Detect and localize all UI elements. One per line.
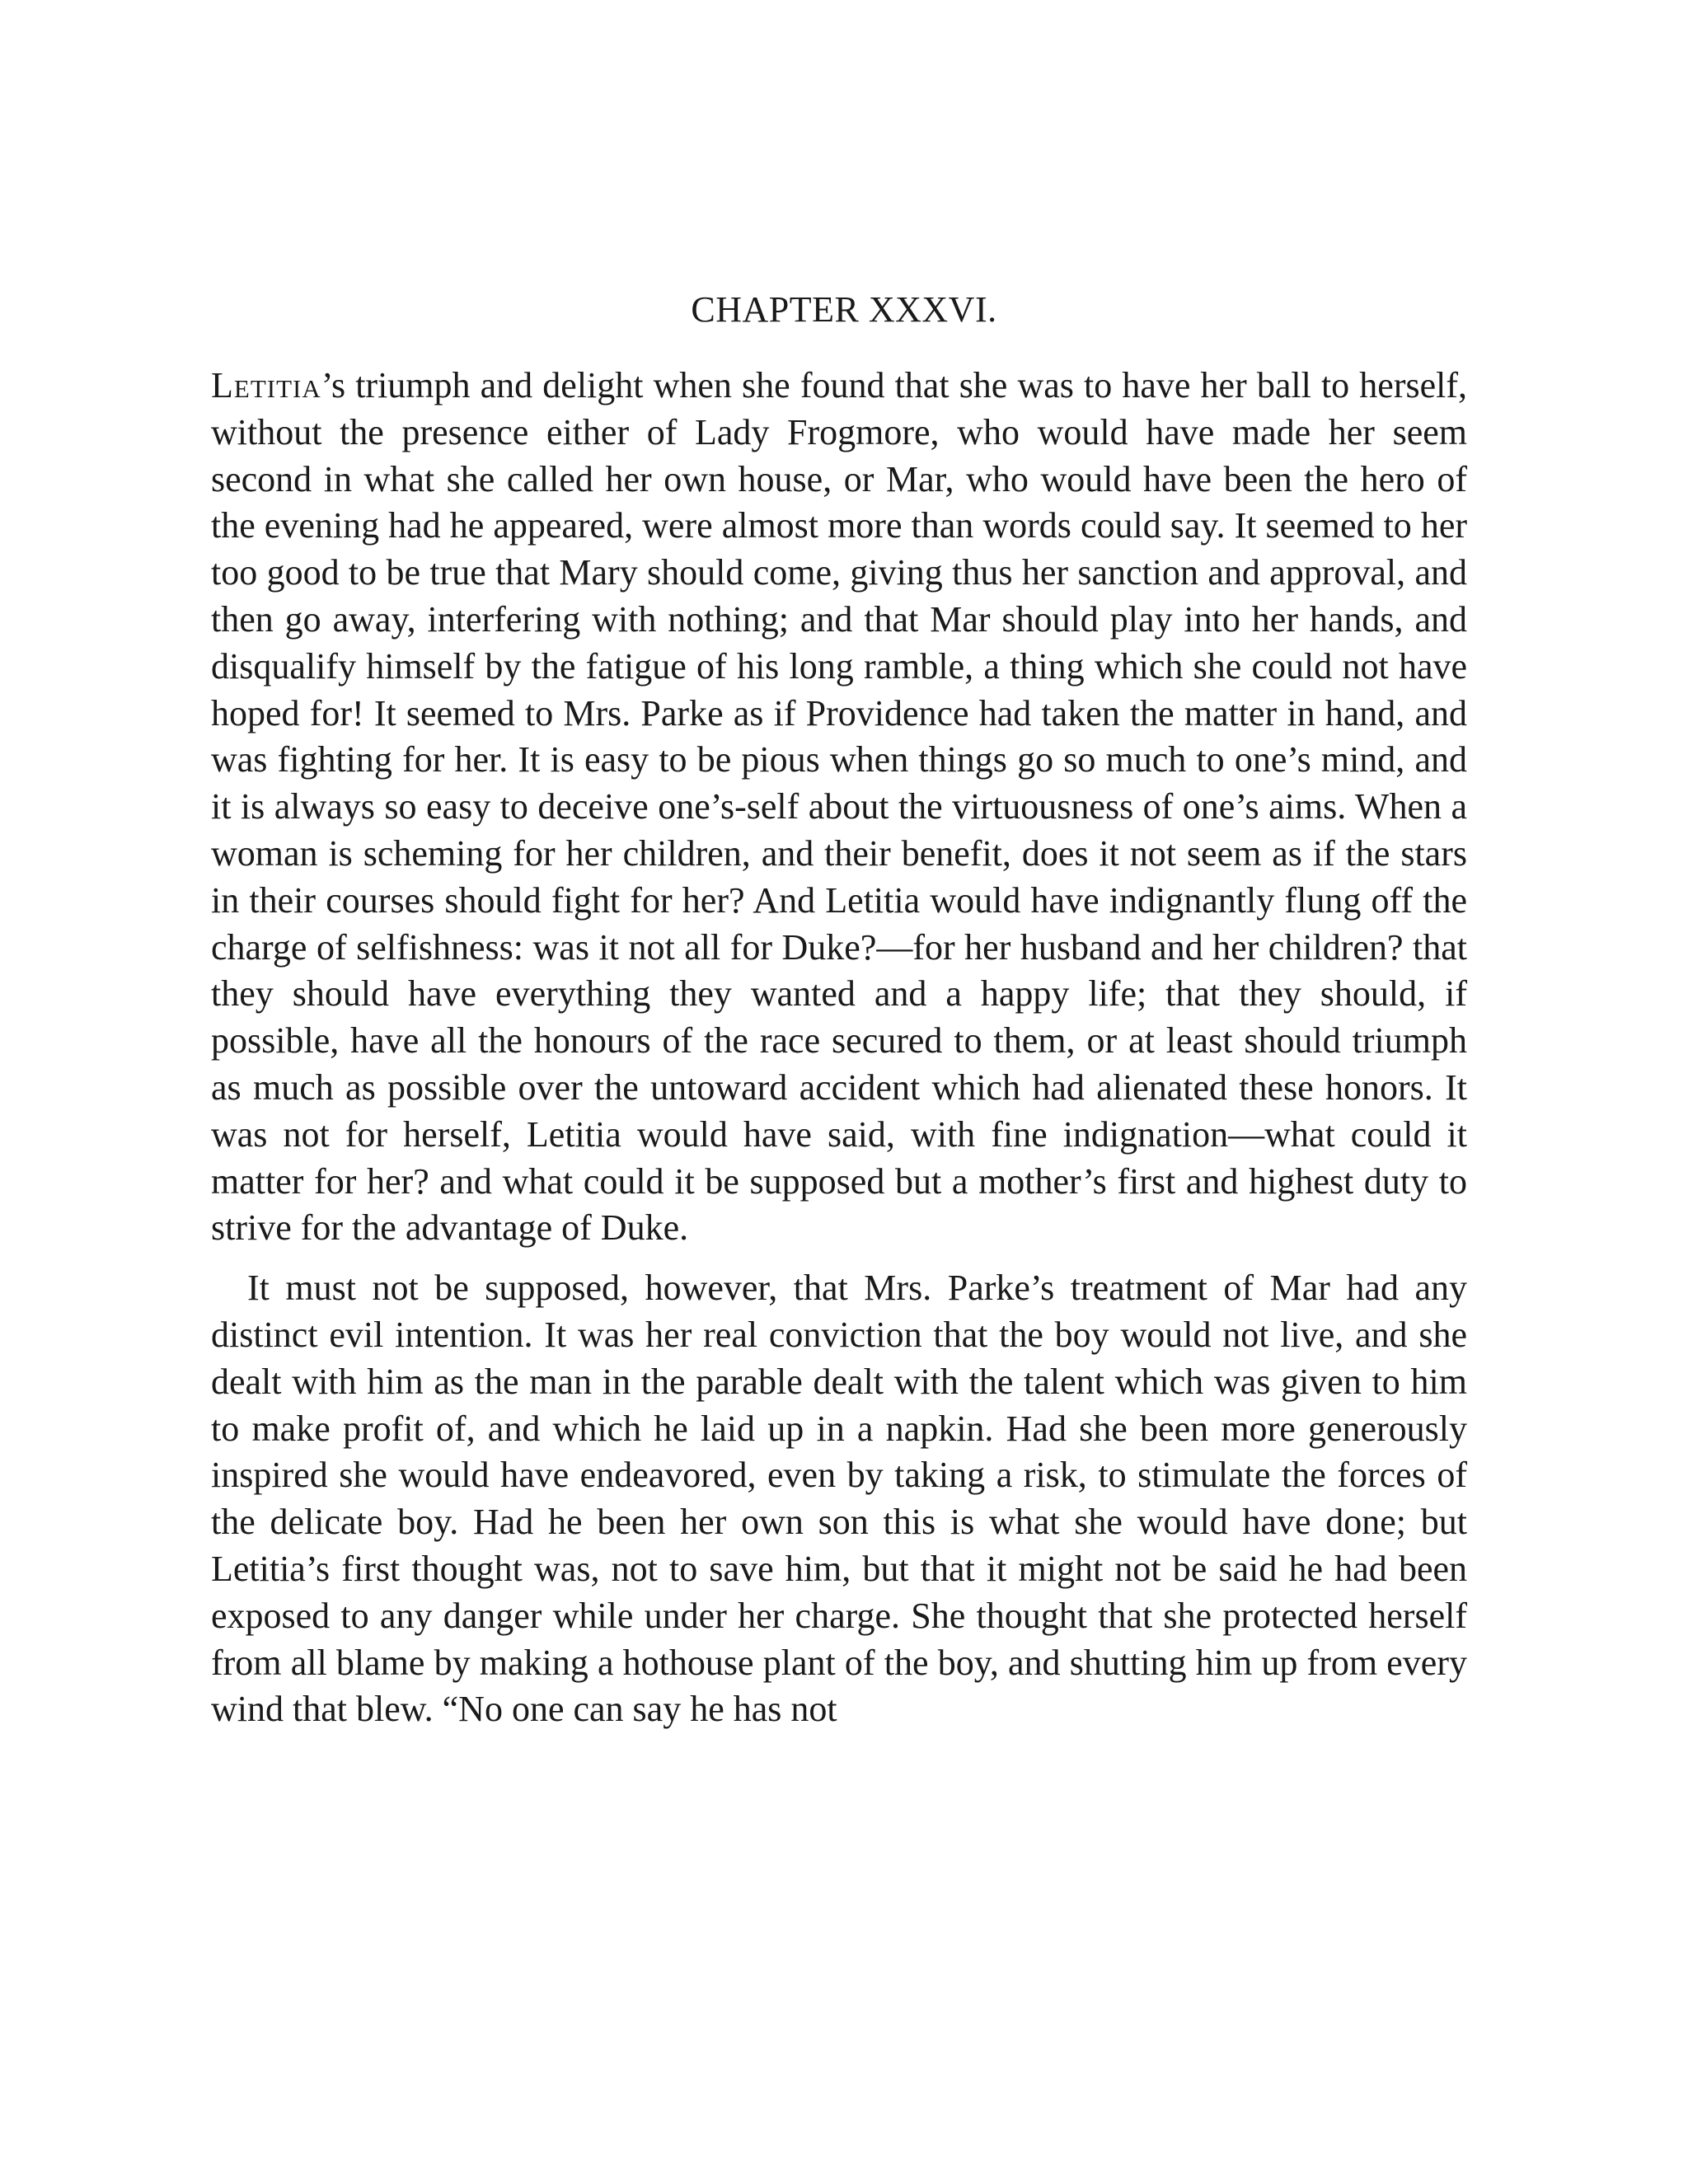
paragraph-1 — [211, 363, 1467, 1252]
paragraph-2 — [211, 1265, 1467, 1733]
paragraph-2-text: It must not be supposed, however, that Mrs. Parke’s treatment of Mar had any distinct evil intention. It was her real conviction that the boy would not live, and she dealt with him as the man in the parable dealt with the talent which was given to him to make profit of, and which he laid up in a napkin. Had she been more generously inspired she would have endeavored, even by taking a risk, to stimulate the forces of the delicate boy. Had he been her own son this is what she would have done; but Letitia’s first thought was, not to save him, but that it might not be said he had been exposed to any danger while under her charge. She thought that she protected herself from all blame by making a hothouse plant of the boy, and shutting him up from every wind that blew. “No one can say he has not — [211, 1268, 1467, 1730]
chapter-heading: CHAPTER XXXVI. — [691, 289, 997, 330]
paragraph-1-text: ’s triumph and delight when she found that she was to have her ball to herself, without the presence either of Lady Frogmore, who would have made her seem second in what she called her own house, or Mar, who would have been the hero of the evening had he appeared, were almost more than words could say. It seemed to her too good to be true that Mary should come, giving thus her sanction and approval, and then go away, interfering with nothing; and that Mar should play into her hands, and disqualify himself by the fatigue of his long ramble, a thing which she could not have hoped for! It seemed to Mrs. Parke as if Providence had taken the matter in hand, and was fighting for her. It is easy to be pious when things go so much to one’s mind, and it is always so easy to deceive one’s-self about the virtuousness of one’s aims. When a woman is scheming for her children, and their benefit, does it not seem as if the stars in their courses should fight for her? And Letitia would have indignantly flung off the charge of selfishness: was it not all for Duke?—for her husband and her children? that they should have everything they wanted and a happy life; that they should, if possible, have all the honours of the race secured to them, or at least should triumph as much as possible over the untoward accident which had alienated these honors. It was not for herself, Letitia would have said, with fine indignation—what could it matter for her? and what could it be supposed but a mother’s first and highest duty to strive for the advantage of Duke. — [211, 365, 1467, 1249]
paragraph-1-lead-word: Letitia — [211, 365, 321, 405]
body-text — [211, 363, 1467, 1733]
